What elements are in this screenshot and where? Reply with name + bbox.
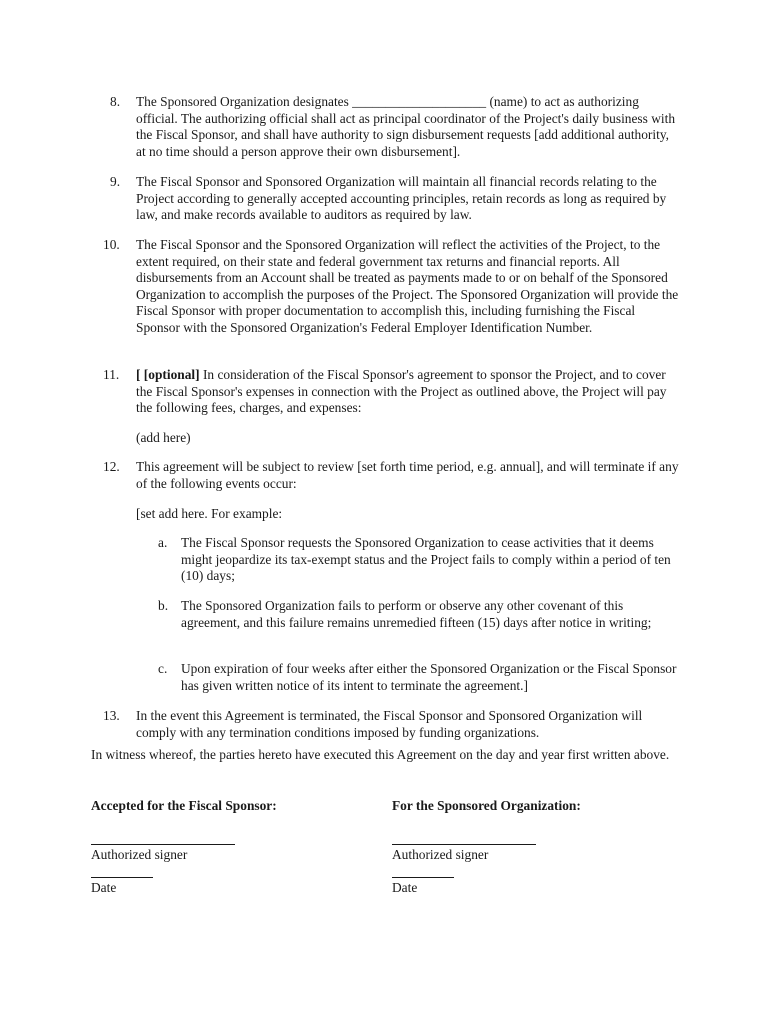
date-label: Date: [91, 880, 117, 895]
clause-number: 9.: [110, 174, 121, 189]
clause-text: The Fiscal Sponsor and the Sponsored Organization will reflect the activities of the Project, to the extent required, on their state and federal government tax returns and financial reports. All disbursements from an Account shall be treated as payments made to or on behalf of the Sponsored Organization to accomplish the purposes of the Project. The Sponsored Organization will provide the Fiscal Sponsor with proper documentation to accomplish this, including furnishing the Fiscal Sponsor with the Sponsored Organization's Federal Employer Identification Number.: [136, 237, 679, 335]
add-here-placeholder: (add here): [136, 430, 191, 445]
clause-text: In the event this Agreement is terminated, the Fiscal Sponsor and Sponsored Organization will comply with any termination conditions imposed by funding organizations.: [136, 708, 643, 740]
signature-block-sponsored-organization: [392, 798, 692, 895]
clause-number: 11.: [103, 367, 120, 382]
sub-item-a: [158, 535, 678, 585]
sub-item-letter: c.: [158, 661, 168, 676]
clause-text: The Sponsored Organization designates ____________________ (name) to act as authorizing official. The authorizing official shall act as principal coordinator of the Project's daily business with the Fiscal Sponsor, and shall have authority to sign disbursement requests [add additional authority, at no time should a person approve their own disbursement].: [136, 94, 676, 159]
clause-10: [103, 237, 680, 337]
clause-number: 12.: [103, 459, 120, 474]
sub-item-c: [158, 661, 678, 694]
signer-label: Authorized signer: [91, 847, 188, 862]
sub-item-text: The Sponsored Organization fails to perform or observe any other covenant of this agreement, and this failure remains unremedied fifteen (15) days after notice in writing;: [181, 598, 652, 630]
signature-heading: Accepted for the Fiscal Sponsor:: [91, 798, 277, 813]
clause-12: [103, 459, 680, 492]
date-line[interactable]: [392, 877, 454, 878]
clause-8: [110, 94, 680, 160]
date-label: Date: [392, 880, 418, 895]
sub-item-letter: a.: [158, 535, 168, 550]
clause-number: 10.: [103, 237, 120, 252]
clause-9: [110, 174, 680, 224]
clause-text: This agreement will be subject to review [set forth time period, e.g. annual], and will terminate if any of the following events occur:: [136, 459, 679, 491]
signature-line[interactable]: [91, 844, 235, 845]
witness-statement: In witness whereof, the parties hereto have executed this Agreement on the day and year first written above.: [91, 747, 670, 762]
signature-block-fiscal-sponsor: [91, 798, 391, 895]
optional-marker: [ [optional]: [136, 367, 200, 382]
sub-item-text: The Fiscal Sponsor requests the Sponsored Organization to cease activities that it deems might jeopardize its tax-exempt status and the Project fails to comply within a period of ten (10) days;: [181, 535, 671, 584]
clause-11: [103, 367, 680, 417]
clause-number: 13.: [103, 708, 120, 723]
signer-label: Authorized signer: [392, 847, 489, 862]
clause-text: The Fiscal Sponsor and Sponsored Organization will maintain all financial records relating to the Project according to generally accepted accounting principles, retain records as long as required by law, and make records available to auditors as required by law.: [136, 174, 667, 223]
clause-13: [103, 708, 680, 741]
sub-item-letter: b.: [158, 598, 169, 613]
signature-line[interactable]: [392, 844, 536, 845]
sub-item-text: Upon expiration of four weeks after either the Sponsored Organization or the Fiscal Sponsor has given written notice of its intent to terminate the agreement.]: [181, 661, 677, 693]
example-intro: [set add here. For example:: [136, 506, 283, 521]
sub-item-b: [158, 598, 678, 631]
clause-text: In consideration of the Fiscal Sponsor's agreement to sponsor the Project, and to cover the Fiscal Sponsor's expenses in connection with the Project as outlined above, the Project will pay the following fees, charges, and expenses:: [136, 367, 667, 416]
date-line[interactable]: [91, 877, 153, 878]
signature-heading: For the Sponsored Organization:: [392, 798, 581, 813]
clause-number: 8.: [110, 94, 121, 109]
